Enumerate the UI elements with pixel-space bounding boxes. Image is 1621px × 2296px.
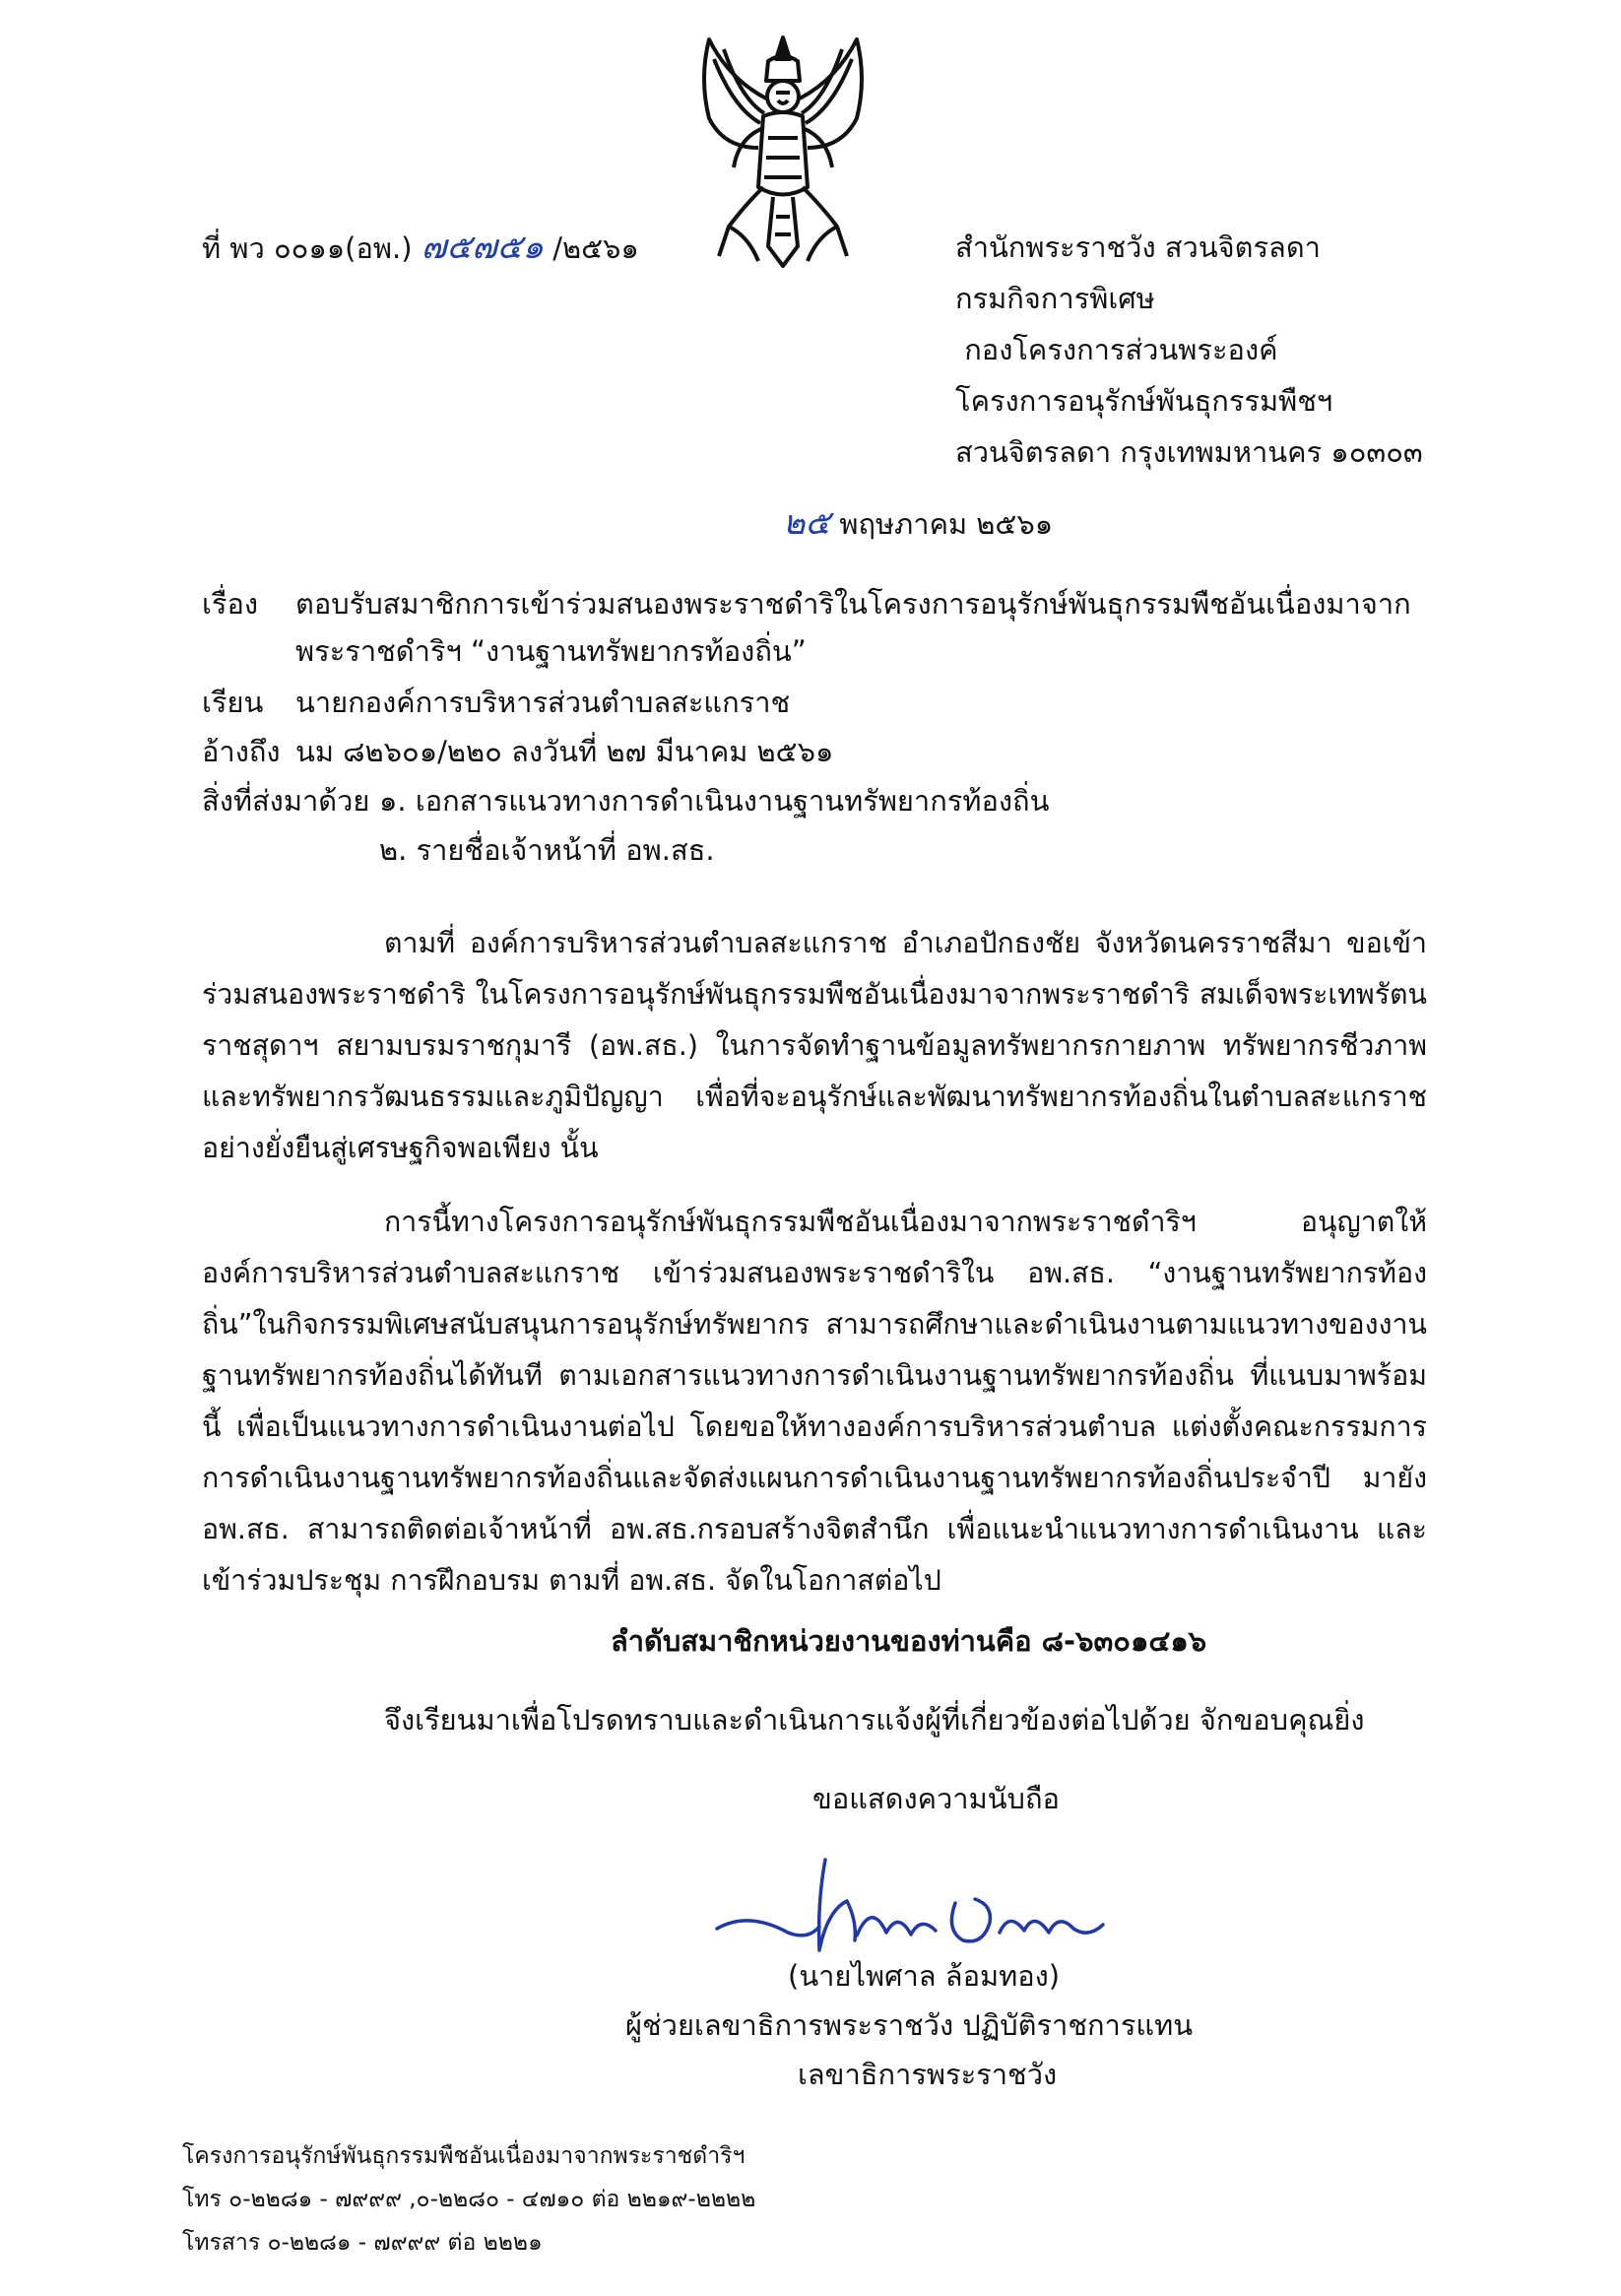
ref-prefix: ที่ พว ๐๐๑๑(อพ.): [202, 231, 413, 265]
subject-line-1: ตอบรับสมาชิกการเข้าร่วมสนองพระราชดำริในโครงการอนุรักษ์พันธุกรรมพืชอันเนื่องมาจาก: [295, 587, 1411, 621]
body-paragraph-2: [202, 1197, 1427, 1607]
garuda-emblem: [689, 30, 876, 271]
subject-label: เรื่อง: [202, 587, 259, 621]
member-number: ลำดับสมาชิกหน่วยงานของท่านคือ ๘-๖๓๐๑๔๑๖: [611, 1624, 1207, 1658]
address-line-1: สำนักพระราชวัง สวนจิตรลดา: [955, 230, 1321, 264]
signer-position-2: เลขาธิการพระราชวัง: [798, 2058, 1058, 2091]
ref-year: /๒๕๖๑: [552, 231, 639, 265]
letter-date: [783, 502, 1053, 545]
footer-phone: โทร ๐-๒๒๘๑ - ๗๙๙๙ ,๐-๒๒๘๐ - ๔๗๑๐ ต่อ ๒๒๑๙-๒๒๒๒: [182, 2187, 756, 2212]
address-line-3: กองโครงการส่วนพระองค์: [955, 333, 1278, 366]
signer-position-1: ผู้ช่วยเลขาธิการพระราชวัง ปฏิบัติราชการแทน: [625, 2008, 1194, 2042]
address-line-2: กรมกิจการพิเศษ: [955, 282, 1155, 315]
footer-fax: โทรสาร ๐-๒๒๘๑ - ๗๙๙๙ ต่อ ๒๒๒๑: [182, 2230, 543, 2256]
enclosure-label: สิ่งที่ส่งมาด้วย: [202, 784, 370, 818]
closing-request: จึงเรียนมาเพื่อโปรดทราบและดำเนินการแจ้งผู้ที่เกี่ยวข้องต่อไปด้วย จักขอบคุณยิ่ง: [384, 1703, 1365, 1737]
enclosure-item-2: ๒. รายชื่อเจ้าหน้าที่ อพ.สธ.: [379, 833, 715, 867]
date-day-handwritten: ๒๕: [783, 503, 831, 543]
address-line-4: โครงการอนุรักษ์พันธุกรรมพืชฯ: [955, 384, 1333, 418]
ref-line: [202, 227, 639, 269]
footer-project: โครงการอนุรักษ์พันธุกรรมพืชอันเนื่องมาจากพระราชดำริฯ: [182, 2143, 746, 2169]
to-value: นายกองค์การบริหารส่วนตำบลสะแกราช: [295, 686, 791, 719]
signature-image: [709, 1842, 1123, 1970]
date-month-year: พฤษภาคม ๒๕๖๑: [839, 507, 1054, 541]
ref-number-handwritten: ๗๕๗๕๑: [421, 228, 544, 267]
address-line-5: สวนจิตรลดา กรุงเทพมหานคร ๑๐๓๐๓: [955, 435, 1423, 469]
to-label: เรียน: [202, 686, 264, 719]
paragraph-2-text: การนี้ทางโครงการอนุรักษ์พันธุกรรมพืชอันเนื่องมาจากพระราชดำริฯ อนุญาตให้องค์การบริหารส่วนตำบลสะแกราช เข้าร่วมสนองพระราชดำริใน อพ.สธ. “งานฐานทรัพยากรท้องถิ่น”ในกิจกรรมพิเศษสนับสนุนการอนุรักษ์ทรัพยากร สามารถศึกษาและดำเนินงานตามแนวทางของงานฐานทรัพยากรท้องถิ่นได้ทันที ตามเอกสารแนวทางการดำเนินงานฐานทรัพยากรท้องถิ่น ที่แนบมาพร้อมนี้ เพื่อเป็นแนวทางการดำเนินงานต่อไป โดยขอให้ทางองค์การบริหารส่วนตำบล แต่งตั้งคณะกรรมการการดำเนินงานฐานทรัพยากรท้องถิ่นและจัดส่งแผนการดำเนินงานฐานทรัพยากรท้องถิ่นประจำปี มายัง อพ.สธ. สามารถติดต่อเจ้าหน้าที่ อพ.สธ.กรอบสร้างจิตสำนึก เพื่อแนะนำแนวทางการดำเนินงาน และเข้าร่วมประชุม การฝึกอบรม ตามที่ อพ.สธ. จัดในโอกาสต่อไป: [202, 1206, 1427, 1597]
reference-value: นม ๘๒๖๐๑/๒๒๐ ลงวันที่ ๒๗ มีนาคม ๒๕๖๑: [295, 735, 834, 768]
body-paragraph-1: [202, 918, 1427, 1174]
paragraph-1-text: ตามที่ องค์การบริหารส่วนตำบลสะแกราช อำเภอปักธงชัย จังหวัดนครราชสีมา ขอเข้าร่วมสนองพระราชดำริ ในโครงการอนุรักษ์พันธุกรรมพืชอันเนื่องมาจากพระราชดำริ สมเด็จพระเทพรัตนราชสุดาฯ สยามบรมราชกุมารี (อพ.สธ.) ในการจัดทำฐานข้อมูลทรัพยากรกายภาพ ทรัพยากรชีวภาพ และทรัพยากรวัฒนธรรมและภูมิปัญญา เพื่อที่จะอนุรักษ์และพัฒนาทรัพยากรท้องถิ่นในตำบลสะแกราช อย่างยั่งยืนสู่เศรษฐกิจพอเพียง นั้น: [202, 927, 1427, 1164]
signer-name: (นายไพศาล ล้อมทอง): [788, 1959, 1061, 1993]
reference-label: อ้างถึง: [202, 735, 281, 768]
enclosure-item-1: ๑. เอกสารแนวทางการดำเนินงานฐานทรัพยากรท้องถิ่น: [379, 784, 1050, 818]
subject-line-2: พระราชดำริฯ “งานฐานทรัพยากรท้องถิ่น”: [295, 634, 807, 668]
regards: ขอแสดงความนับถือ: [812, 1782, 1060, 1815]
